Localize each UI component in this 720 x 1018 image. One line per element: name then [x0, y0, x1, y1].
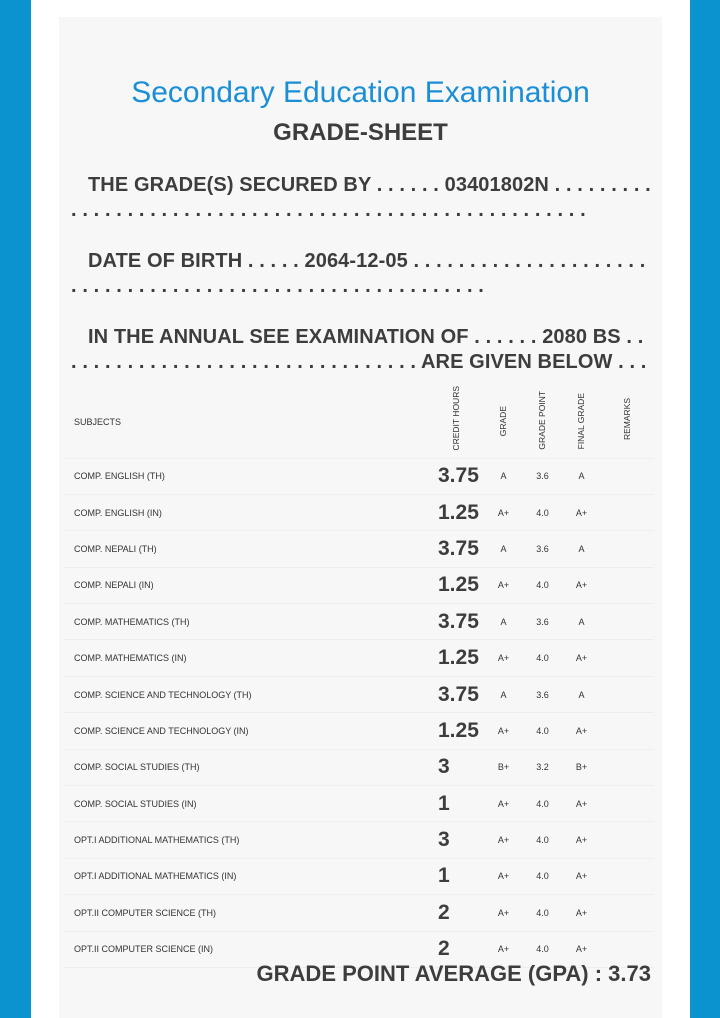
- grade-table: [64, 386, 654, 968]
- subject-cell: COMP. SOCIAL STUDIES (TH): [64, 749, 428, 785]
- grade-cell: A+: [484, 931, 523, 967]
- dob-label: DATE OF BIRTH: [87, 250, 243, 272]
- gpa-value: 3.73: [608, 961, 651, 986]
- remarks-cell: [601, 895, 654, 931]
- grade-point-cell: 4.0: [523, 567, 562, 603]
- grade-cell: B+: [484, 749, 523, 785]
- final-grade-cell: A+: [562, 786, 601, 822]
- header-grade-point: GRADE POINT: [537, 391, 547, 451]
- final-grade-cell: A+: [562, 567, 601, 603]
- table-row: [64, 458, 654, 494]
- final-grade-cell: A: [562, 458, 601, 494]
- remarks-cell: [601, 494, 654, 530]
- exam-suffix: ARE GIVEN BELOW: [420, 351, 613, 373]
- subject-cell: OPT.I ADDITIONAL MATHEMATICS (TH): [64, 822, 428, 858]
- table-row: [64, 676, 654, 712]
- credit-hours-cell: 3: [428, 749, 484, 785]
- table-row: [64, 494, 654, 530]
- credit-hours-cell: 1.25: [428, 494, 484, 530]
- remarks-cell: [601, 567, 654, 603]
- subject-cell: OPT.I ADDITIONAL MATHEMATICS (IN): [64, 858, 428, 894]
- credit-hours-cell: 3: [428, 822, 484, 858]
- credit-hours-cell: 3.75: [428, 676, 484, 712]
- remarks-cell: [601, 786, 654, 822]
- table-row: [64, 786, 654, 822]
- exam-year: 2080 BS: [542, 326, 621, 348]
- credit-hours-cell: 1: [428, 786, 484, 822]
- grade-point-cell: 3.6: [523, 604, 562, 640]
- remarks-cell: [601, 531, 654, 567]
- final-grade-cell: A+: [562, 494, 601, 530]
- subject-cell: OPT.II COMPUTER SCIENCE (IN): [64, 931, 428, 967]
- credit-hours-cell: 3.75: [428, 531, 484, 567]
- final-grade-cell: A+: [562, 858, 601, 894]
- table-row: [64, 567, 654, 603]
- dob-value: 2064-12-05: [304, 250, 408, 272]
- final-grade-cell: A+: [562, 713, 601, 749]
- page-title: Secondary Education Examination: [131, 76, 590, 109]
- grade-point-cell: 3.2: [523, 749, 562, 785]
- remarks-cell: [601, 676, 654, 712]
- grade-cell: A+: [484, 494, 523, 530]
- symbol-number: 03401802N: [444, 174, 549, 196]
- grade-point-cell: 4.0: [523, 713, 562, 749]
- credit-hours-cell: 2: [428, 931, 484, 967]
- secured-by-line: THE GRADE(S) SECURED BY . . . . . . 03401802N . . . . . . . . . . . . . . . . . . . . . . . . . . . . . . . . . . . . . . . . . . . . . . . . . . . . . . .: [71, 174, 651, 221]
- remarks-cell: [601, 604, 654, 640]
- grade-point-cell: 4.0: [523, 895, 562, 931]
- table-row: [64, 640, 654, 676]
- subject-cell: COMP. MATHEMATICS (IN): [64, 640, 428, 676]
- grade-cell: A+: [484, 713, 523, 749]
- table-header-row: [64, 386, 654, 458]
- grade-cell: A+: [484, 640, 523, 676]
- table-row: [64, 822, 654, 858]
- subject-cell: COMP. ENGLISH (IN): [64, 494, 428, 530]
- remarks-cell: [601, 858, 654, 894]
- final-grade-cell: A+: [562, 931, 601, 967]
- credit-hours-cell: 3.75: [428, 604, 484, 640]
- grade-sheet-card: [59, 17, 662, 1018]
- grade-cell: A: [484, 458, 523, 494]
- remarks-cell: [601, 822, 654, 858]
- grade-cell: A+: [484, 786, 523, 822]
- grade-cell: A+: [484, 858, 523, 894]
- table-row: [64, 604, 654, 640]
- secured-by-label: THE GRADE(S) SECURED BY: [87, 174, 372, 196]
- header-credit-hours: CREDIT HOURS: [450, 386, 461, 452]
- remarks-cell: [601, 458, 654, 494]
- table-row: [64, 895, 654, 931]
- grade-point-cell: 3.6: [523, 676, 562, 712]
- remarks-cell: [601, 749, 654, 785]
- grade-point-cell: 4.0: [523, 858, 562, 894]
- grade-point-cell: 3.6: [523, 458, 562, 494]
- grade-cell: A+: [484, 567, 523, 603]
- table-row: [64, 713, 654, 749]
- subject-cell: COMP. SOCIAL STUDIES (IN): [64, 786, 428, 822]
- page: [31, 0, 690, 1018]
- remarks-cell: [601, 713, 654, 749]
- credit-hours-cell: 2: [428, 895, 484, 931]
- final-grade-cell: A+: [562, 822, 601, 858]
- exam-line: IN THE ANNUAL SEE EXAMINATION OF . . . . . . 2080 BS . . . . . . . . . . . . . . . . . . . . . . . . . . . . . . . . . ARE GIVEN BELOW . . .: [71, 326, 647, 373]
- subject-cell: COMP. ENGLISH (TH): [64, 458, 428, 494]
- grade-point-cell: 4.0: [523, 494, 562, 530]
- grade-point-cell: 4.0: [523, 822, 562, 858]
- final-grade-cell: A+: [562, 640, 601, 676]
- credit-hours-cell: 1.25: [428, 640, 484, 676]
- header-remarks: REMARKS: [622, 398, 632, 441]
- gpa-label: GRADE POINT AVERAGE (GPA) :: [256, 961, 603, 986]
- final-grade-cell: A: [562, 531, 601, 567]
- subject-cell: COMP. SCIENCE AND TECHNOLOGY (IN): [64, 713, 428, 749]
- header-subjects: SUBJECTS: [64, 386, 428, 458]
- final-grade-cell: A: [562, 676, 601, 712]
- subject-cell: COMP. MATHEMATICS (TH): [64, 604, 428, 640]
- header-grade: GRADE: [498, 405, 508, 436]
- exam-label: IN THE ANNUAL SEE EXAMINATION OF: [87, 326, 469, 348]
- grade-point-cell: 3.6: [523, 531, 562, 567]
- grade-point-cell: 4.0: [523, 931, 562, 967]
- subject-cell: OPT.II COMPUTER SCIENCE (TH): [64, 895, 428, 931]
- subject-cell: COMP. NEPALI (TH): [64, 531, 428, 567]
- grade-cell: A: [484, 531, 523, 567]
- dob-line: DATE OF BIRTH . . . . . 2064-12-05 . . . . . . . . . . . . . . . . . . . . . . . . . . . . . . . . . . . . . . . . . . . . . . . . . . . . . . . . . .: [71, 250, 646, 297]
- grade-cell: A+: [484, 822, 523, 858]
- credit-hours-cell: 1.25: [428, 567, 484, 603]
- grade-point-cell: 4.0: [523, 640, 562, 676]
- gpa-line: [257, 961, 651, 987]
- credit-hours-cell: 3.75: [428, 458, 484, 494]
- credit-hours-cell: 1.25: [428, 713, 484, 749]
- final-grade-cell: A: [562, 604, 601, 640]
- subject-cell: COMP. NEPALI (IN): [64, 567, 428, 603]
- grade-point-cell: 4.0: [523, 786, 562, 822]
- page-subtitle: GRADE-SHEET: [273, 119, 448, 146]
- table-row: [64, 858, 654, 894]
- grade-cell: A+: [484, 895, 523, 931]
- grade-cell: A: [484, 676, 523, 712]
- final-grade-cell: A+: [562, 895, 601, 931]
- table-row: [64, 749, 654, 785]
- grade-cell: A: [484, 604, 523, 640]
- table-row: [64, 531, 654, 567]
- header-final-grade: FINAL GRADE: [576, 392, 586, 449]
- credit-hours-cell: 1: [428, 858, 484, 894]
- subject-cell: COMP. SCIENCE AND TECHNOLOGY (TH): [64, 676, 428, 712]
- final-grade-cell: B+: [562, 749, 601, 785]
- remarks-cell: [601, 640, 654, 676]
